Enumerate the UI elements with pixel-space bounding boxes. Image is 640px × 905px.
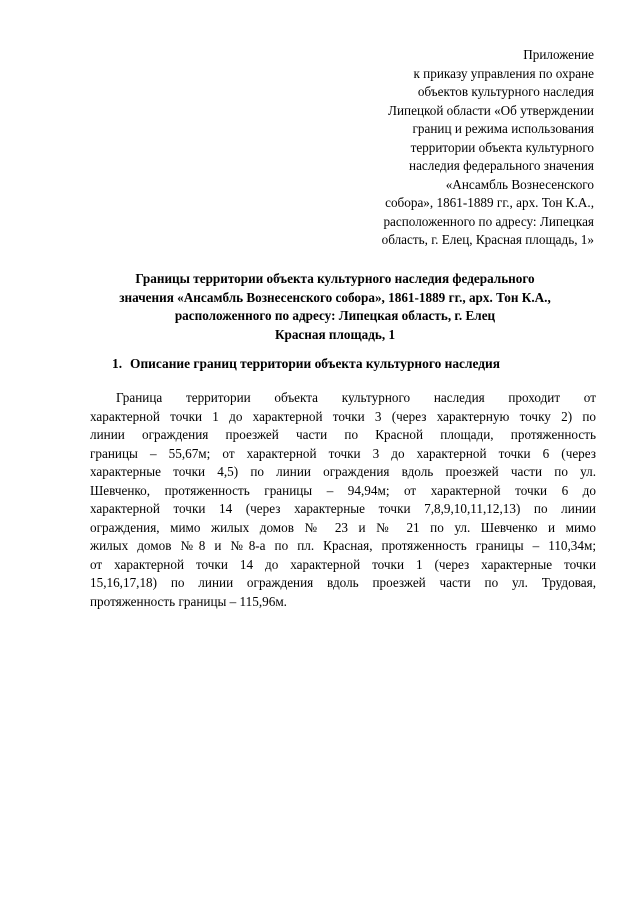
appendix-line: собора», 1861-1889 гг., арх. Тон К.А., (385, 195, 594, 210)
body-line: 15,16,17,18) по линии ограждения вдоль проезжей части по ул. Трудовая, (90, 575, 596, 590)
section-heading (112, 355, 500, 373)
boundary-description (90, 389, 596, 611)
body-line: жилых домов №8 и №8-а по пл. Красная, протяженность границы – 110,34м; (90, 538, 596, 553)
appendix-line: наследия федерального значения (409, 158, 594, 173)
body-line: характерной точки 1 до характерной точки 3 (через характерную точку 2) по (90, 408, 596, 424)
appendix-line: расположенного по адресу: Липецкая (383, 213, 594, 229)
body-line: Шевченко, протяженность границы – 94,94м; от характерной точки 6 до (90, 482, 596, 498)
document-title (70, 270, 600, 344)
body-line: протяженность границы – 115,96м. (90, 593, 287, 609)
title-line: расположенного по адресу: Липецкая область, г. Елец (174, 308, 496, 323)
appendix-line: Приложение (523, 47, 594, 62)
appendix-line: к приказу управления по охране (413, 65, 594, 81)
body-line: линии ограждения проезжей части по Красной площади, протяженность (90, 427, 596, 442)
appendix-line: территории объекта культурного (410, 139, 594, 155)
title-line: Границы территории объекта культурного наследия федерального (135, 271, 535, 286)
body-line: ограждения, мимо жилых домов № 23 и № 21 по ул. Шевченко и мимо (90, 519, 596, 535)
title-line: значения «Ансамбль Вознесенского собора», 1861-1889 гг., арх. Тон К.А., (119, 289, 551, 305)
appendix-note (300, 46, 594, 250)
appendix-line: границ и режима использования (412, 121, 594, 136)
title-line: Красная площадь, 1 (274, 326, 396, 342)
appendix-line: Липецкой области «Об утверждении (388, 102, 594, 118)
section-heading-text: Описание границ территории объекта культурного наследия (130, 356, 500, 371)
body-line: характерные точки 4,5) по линии ограждения вдоль проезжей части по ул. (90, 464, 596, 479)
section-number: 1. (112, 356, 123, 371)
body-line: границы – 55,67м; от характерной точки 3 до характерной точки 6 (через (90, 445, 596, 461)
body-line: от характерной точки 14 до характерной точки 1 (через характерные точки (90, 556, 596, 572)
appendix-line: «Ансамбль Вознесенского (445, 176, 594, 192)
body-line: Граница территории объекта культурного наследия проходит от (116, 390, 596, 405)
appendix-line: область, г. Елец, Красная площадь, 1» (381, 232, 594, 247)
appendix-line: объектов культурного наследия (417, 84, 594, 99)
body-line: характерной точки 14 (через характерные точки 7,8,9,10,11,12,13) по линии (90, 501, 596, 516)
